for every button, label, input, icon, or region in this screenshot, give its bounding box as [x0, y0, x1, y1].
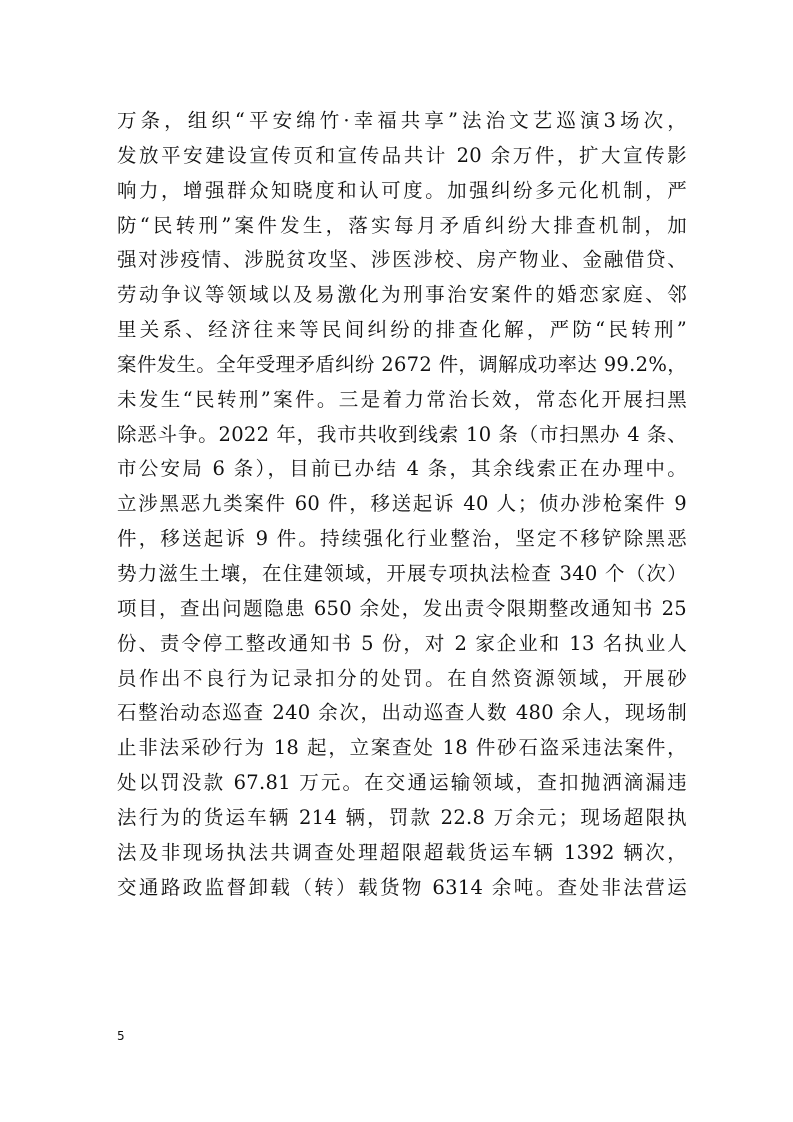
- text-line: 法及非现场执法共调查处理超限超载货运车辆 1392 辆次，: [117, 840, 687, 864]
- text-line: 员作出不良行为记录扣分的处罚。在自然资源领域，开展砂: [117, 666, 687, 690]
- text-line: 里关系、经济往来等民间纠纷的排查化解，严防“民转刑”: [117, 318, 687, 342]
- text-line: 发放平安建设宣传页和宣传品共计 20 余万件，扩大宣传影: [117, 143, 687, 167]
- text-line: 劳动争议等领域以及易激化为刑事治安案件的婚恋家庭、邻: [117, 283, 687, 307]
- text-line: 立涉黑恶九类案件 60 件，移送起诉 40 人；侦办涉枪案件 9: [117, 492, 687, 516]
- text-line: 石整治动态巡查 240 余次，出动巡查人数 480 余人，现场制: [117, 701, 687, 725]
- text-line: 除恶斗争。2022 年，我市共收到线索 10 条（市扫黑办 4 条、: [117, 422, 687, 446]
- text-line: 强对涉疫情、涉脱贫攻坚、涉医涉校、房产物业、金融借贷、: [117, 248, 687, 272]
- text-line: 案件发生。全年受理矛盾纠纷 2672 件，调解成功率达 99.2%，: [117, 352, 687, 376]
- text-line: 万条，组织“平安绵竹·幸福共享”法治文艺巡演3场次，: [117, 109, 687, 132]
- text-line: 市公安局 6 条），目前已办结 4 条，其余线索正在办理中。: [117, 457, 687, 481]
- text-line: 止非法采砂行为 18 起，立案查处 18 件砂石盗采违法案件，: [117, 736, 687, 760]
- text-line: 项目，查出问题隐患 650 余处，发出责令限期整改通知书 25: [117, 596, 687, 620]
- text-line: 势力滋生土壤，在住建领域，开展专项执法检查 340 个（次）: [117, 561, 687, 585]
- text-line: 法行为的货运车辆 214 辆，罚款 22.8 万余元；现场超限执: [117, 805, 687, 829]
- text-line: 交通路政监督卸载（转）载货物 6314 余吨。查处非法营运: [117, 875, 687, 899]
- body-text: [117, 104, 687, 905]
- text-line: 处以罚没款 67.81 万元。在交通运输领域，查扣抛洒滴漏违: [117, 771, 687, 795]
- page-number: 5: [117, 1029, 125, 1043]
- text-line: 防“民转刑”案件发生，落实每月矛盾纠纷大排查机制，加: [117, 213, 687, 237]
- text-line: 件，移送起诉 9 件。持续强化行业整治，坚定不移铲除黑恶: [117, 527, 687, 551]
- text-line: 响力，增强群众知晓度和认可度。加强纠纷多元化机制，严: [117, 178, 687, 202]
- text-line: 份、责令停工整改通知书 5 份，对 2 家企业和 13 名执业人: [117, 631, 687, 655]
- text-line: 未发生“民转刑”案件。三是着力常治长效，常态化开展扫黑: [117, 387, 687, 411]
